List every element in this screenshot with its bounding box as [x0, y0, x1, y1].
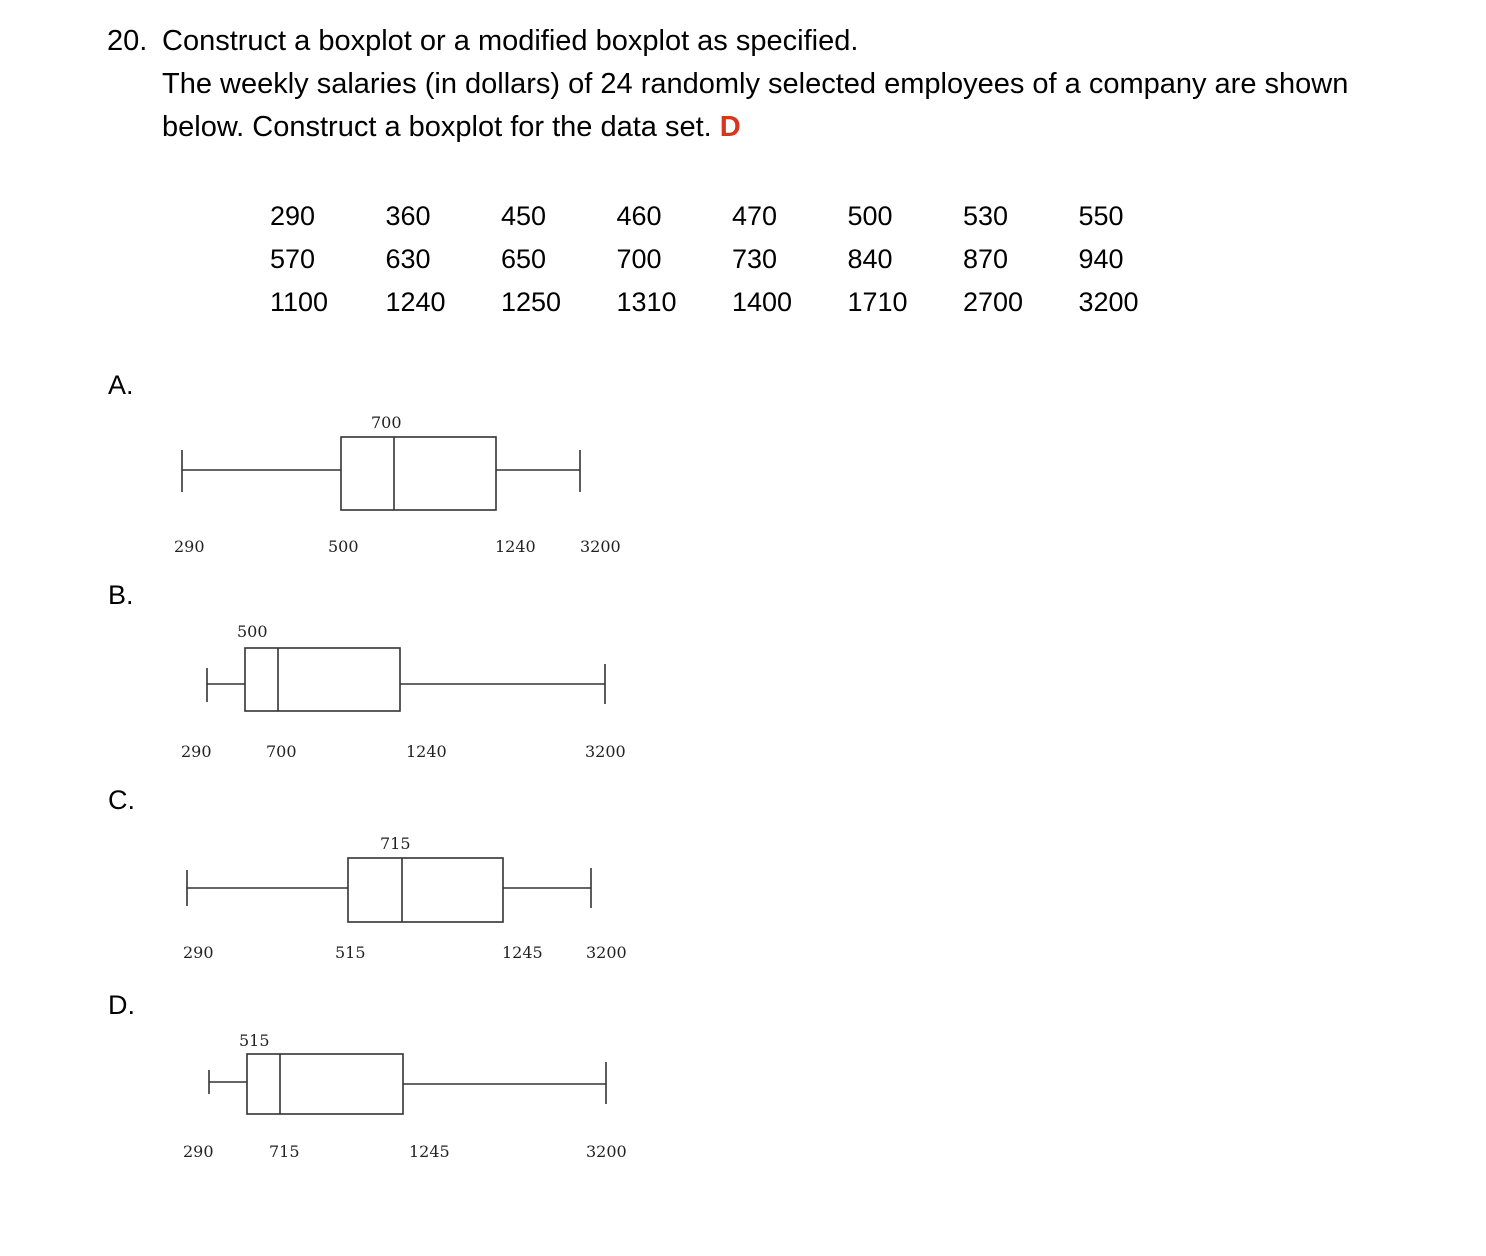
- question-text-line-1: The weekly salaries (in dollars) of 24 randomly selected employees of a company are shown: [162, 68, 1349, 100]
- question-text-line-2-body: below. Construct a boxplot for the data set.: [162, 111, 712, 143]
- median-label: 700: [371, 413, 402, 432]
- table-cell: 870: [963, 244, 1009, 274]
- table-cell: 2700: [963, 287, 1024, 317]
- table-cell: 360: [385, 201, 431, 231]
- table-cell: 940: [1078, 244, 1124, 274]
- max-label: 3200: [580, 537, 621, 556]
- table-cell: 530: [963, 201, 1009, 231]
- min-label: 290: [181, 742, 212, 761]
- table-cell: 450: [501, 201, 547, 231]
- q3-label: 1245: [502, 943, 543, 962]
- table-cell: 1400: [732, 287, 793, 317]
- box: [341, 437, 496, 510]
- table-cell: 650: [501, 244, 547, 274]
- median-label: 715: [380, 834, 411, 853]
- table-cell: 1250: [501, 287, 562, 317]
- table-cell: 290: [270, 201, 316, 231]
- q3-label: 1240: [495, 537, 536, 556]
- table-cell: 1710: [847, 287, 908, 317]
- q3-label: 1240: [406, 742, 447, 761]
- table-cell: 840: [847, 244, 893, 274]
- table-cell: 460: [616, 201, 662, 231]
- box: [247, 1054, 403, 1114]
- table-cell: 730: [732, 244, 778, 274]
- q3-label: 1245: [409, 1142, 450, 1161]
- option-c-letter: C.: [108, 785, 135, 815]
- question-instruction: Construct a boxplot or a modified boxplot as specified.: [162, 25, 859, 57]
- option-b-letter: B.: [108, 580, 134, 610]
- max-label: 3200: [586, 1142, 627, 1161]
- option-a-letter: A.: [108, 370, 134, 400]
- boxplot-b: [207, 648, 605, 711]
- max-label: 3200: [585, 742, 626, 761]
- table-cell: 1100: [270, 287, 329, 317]
- table-cell: 500: [847, 201, 893, 231]
- table-cell: 570: [270, 244, 316, 274]
- answer-key: D: [719, 111, 741, 143]
- min-label: 290: [183, 943, 214, 962]
- q1-label: 700: [266, 742, 297, 761]
- question-number: 20.: [107, 25, 148, 57]
- table-cell: 1310: [616, 287, 677, 317]
- table-cell: 550: [1078, 201, 1124, 231]
- max-label: 3200: [586, 943, 627, 962]
- table-cell: 3200: [1078, 287, 1139, 317]
- boxplot-d: [209, 1054, 606, 1114]
- box: [348, 858, 503, 922]
- option-d-letter: D.: [108, 990, 135, 1020]
- q1-label: 515: [335, 943, 366, 962]
- boxplot-a: [182, 437, 580, 510]
- min-label: 290: [174, 537, 205, 556]
- min-label: 290: [183, 1142, 214, 1161]
- table-cell: 1240: [385, 287, 446, 317]
- median-label: 515: [239, 1031, 270, 1050]
- median-label: 500: [237, 622, 268, 641]
- table-cell: 470: [732, 201, 778, 231]
- table-cell: 630: [385, 244, 431, 274]
- q1-label: 715: [269, 1142, 300, 1161]
- q1-label: 500: [328, 537, 359, 556]
- table-cell: 700: [616, 244, 662, 274]
- boxplot-c: [187, 858, 591, 922]
- box: [245, 648, 400, 711]
